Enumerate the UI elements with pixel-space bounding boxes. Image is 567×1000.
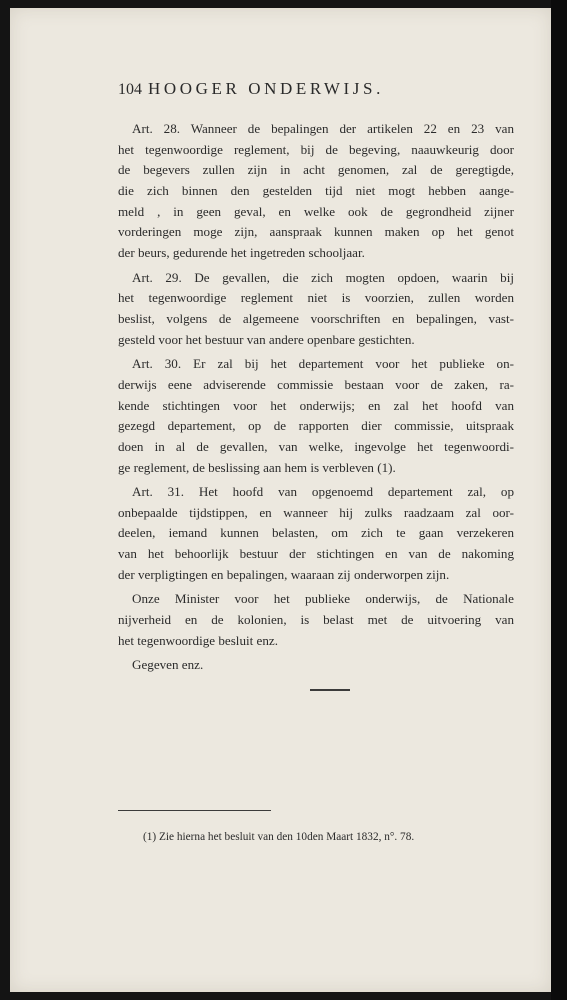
text-line: het tegenwoordige reglement, bij de begeving, naauwkeurig door xyxy=(118,141,514,157)
text-line: ge reglement, de beslissing aan hem is verbleven (1). xyxy=(118,459,396,475)
text-line: nijverheid en de kolonien, is belast met de uitvoering van xyxy=(118,612,514,627)
footnote: (1) Zie hierna het besluit van den 10den Maart 1832, n°. 78. xyxy=(143,831,415,843)
page-number: 104 xyxy=(118,81,142,98)
page-edge-shadow xyxy=(551,0,567,1000)
text-line: meld , in geen geval, en welke ook de gegrondheid zijner xyxy=(118,203,514,219)
text-line: deelen, iemand kunnen belasten, om zich te gaan verzekeren xyxy=(118,525,514,541)
main-text xyxy=(118,119,514,680)
text-line: die zich binnen den gestelden tijd niet mogt hebben aange- xyxy=(118,183,514,199)
section-end-rule xyxy=(310,689,350,691)
text-line: Art. 30. Er zal bij het departement voor het publieke on- xyxy=(132,356,514,372)
text-line: Onze Minister voor het publieke onderwijs, de Nationale xyxy=(132,591,514,607)
text-line: Art. 29. De gevallen, die zich mogten opdoen, waarin bij xyxy=(132,269,514,285)
text-line: Art. 28. Wanneer de bepalingen der artikelen 22 en 23 van xyxy=(132,121,514,136)
text-line: Gegeven enz. xyxy=(132,657,204,673)
article-29 xyxy=(118,268,514,351)
minister-clause xyxy=(118,589,514,651)
text-line: doen in al de gevallen, van welke, ingevolge het tegenwoordi- xyxy=(118,438,514,454)
text-line: het tegenwoordige reglement niet is voorzien, zullen worden xyxy=(118,290,514,306)
closing-clause xyxy=(118,655,514,676)
article-30 xyxy=(118,354,514,478)
text-line: vorderingen moge zijn, aanspraak kunnen maken op het genot xyxy=(118,224,514,240)
text-line: Art. 31. Het hoofd van opgenoemd departement zal, op xyxy=(132,484,514,500)
text-line: gesteld voor het bestuur van andere openbare gestichten. xyxy=(118,331,415,347)
footnote-separator xyxy=(118,810,271,811)
running-header xyxy=(118,79,463,99)
article-31 xyxy=(118,482,514,585)
text-line: gezegd departement, op de rapporten dier commissie, uitspraak xyxy=(118,418,514,434)
text-line: derwijs eene adviserende commissie bestaan voor de zaken, ra- xyxy=(118,376,514,392)
text-line: het tegenwoordige besluit enz. xyxy=(118,632,278,648)
text-line: van het behoorlijk bestuur der stichtingen en van de nakoming xyxy=(118,546,514,562)
text-line: der beurs, gedurende het ingetreden schooljaar. xyxy=(118,245,365,261)
text-line: kende stichtingen voor het onderwijs; en zal het hoofd van xyxy=(118,397,514,413)
text-line: der verpligtingen en bepalingen, waaraan zij onderworpen zijn. xyxy=(118,566,450,582)
text-line: onbepaalde tijdstippen, en wanneer hij zulks raadzaam zal oor- xyxy=(118,504,514,520)
article-28 xyxy=(118,119,514,264)
running-title: HOOGER ONDERWIJS. xyxy=(148,79,384,98)
text-line: de begevers zullen zijn in acht genomen, zal de geregtigde, xyxy=(118,162,514,178)
text-line: beslist, volgens de algemeene voorschriften en bepalingen, vast- xyxy=(118,310,514,326)
